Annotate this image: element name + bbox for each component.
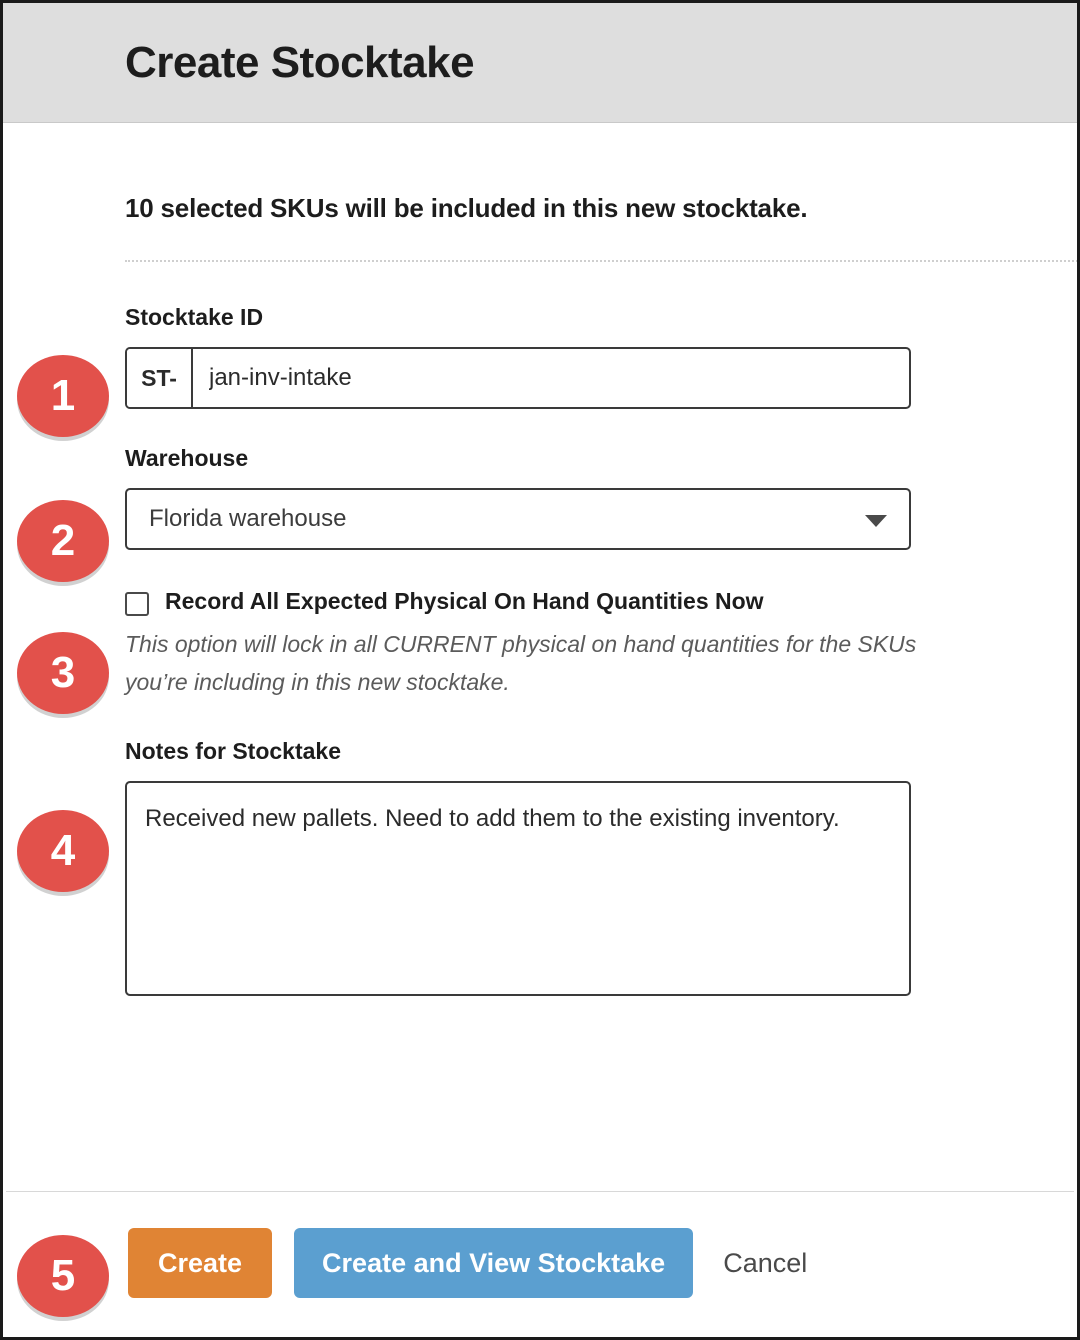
create-and-view-stocktake-button[interactable]: Create and View Stocktake [294,1228,693,1298]
stocktake-id-label: Stocktake ID [125,304,264,330]
dialog-header [3,3,1077,123]
notes-label: Notes for Stocktake [125,737,342,764]
notes-textarea[interactable] [125,781,911,996]
warehouse-selected-value: Florida warehouse [149,505,347,532]
section-divider [125,260,1080,262]
chevron-down-icon [865,515,887,527]
notes-field-group [125,738,1077,1001]
step-badge-1: 1 [17,355,109,437]
warehouse-label: Warehouse [125,445,249,471]
stocktake-id-input[interactable] [193,349,909,407]
selection-summary-text: 10 selected SKUs will be included in this new stocktake. [125,193,808,223]
record-quantities-checkbox[interactable] [125,592,149,616]
stocktake-id-prefix: ST- [127,349,193,407]
step-badge-2: 2 [17,500,109,582]
record-quantities-field-group [125,588,1077,702]
step-badge-4: 4 [17,810,109,892]
page-title: Create Stocktake [125,37,475,87]
record-quantities-checkbox-row[interactable] [125,588,1077,616]
step-badge-5: 5 [17,1235,109,1317]
create-button[interactable]: Create [128,1228,272,1298]
record-quantities-help-text: This option will lock in all CURRENT physical on hand quantities for the SKUs you’re including in this new stocktake. [125,631,917,695]
record-quantities-label: Record All Expected Physical On Hand Quantities Now [165,588,764,614]
stocktake-id-input-wrapper[interactable] [125,347,911,409]
warehouse-select[interactable] [125,488,911,550]
dialog-footer [6,1191,1074,1334]
dialog-body [3,193,1077,1001]
warehouse-field-group [125,445,1077,550]
step-badge-3: 3 [17,632,109,714]
stocktake-id-field-group [125,304,1077,409]
cancel-button[interactable]: Cancel [715,1228,815,1298]
